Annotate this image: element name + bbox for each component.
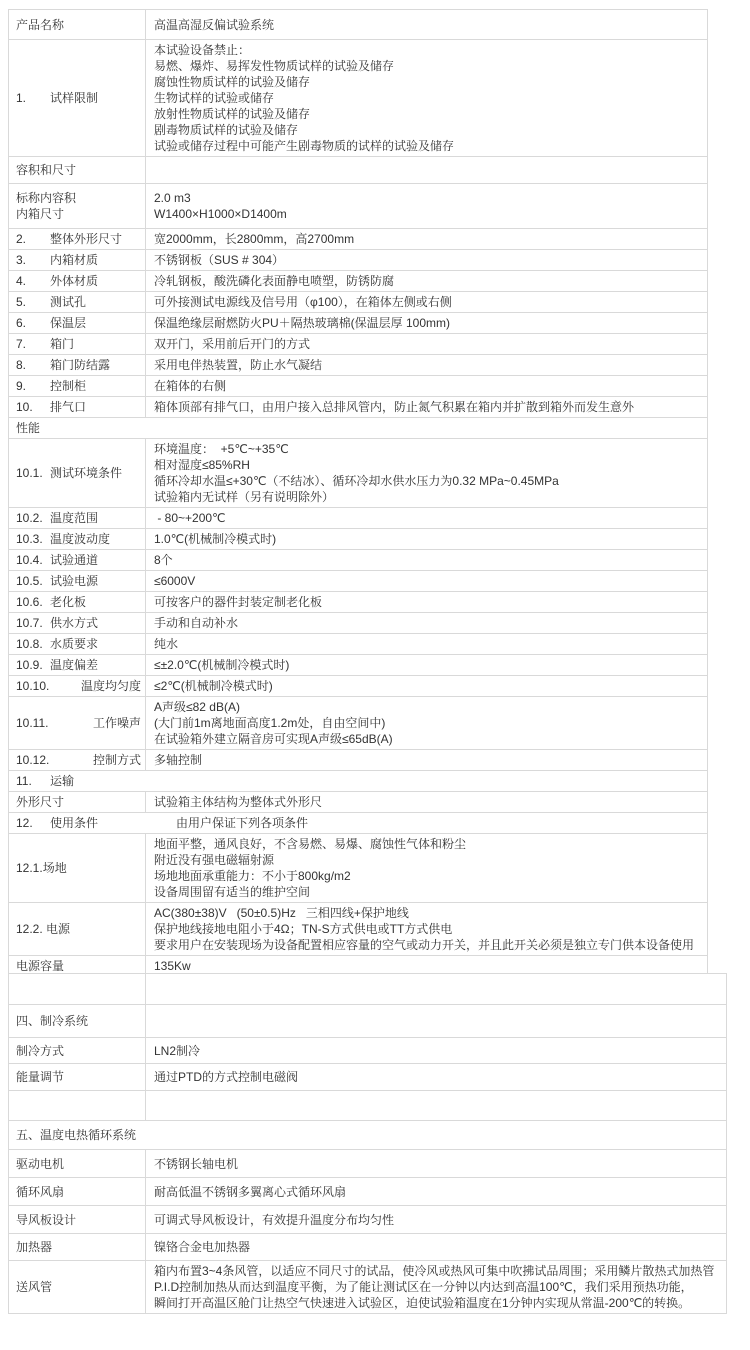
row-label-text: 水质要求 xyxy=(50,637,99,651)
row-number: 10.7. xyxy=(16,616,43,630)
row-label-text: 外形尺寸 xyxy=(16,795,65,809)
row-label xyxy=(9,271,146,291)
row-label-line xyxy=(16,1239,141,1255)
row-label xyxy=(9,813,707,833)
row-value-line: 可调式导风板设计，有效提升温度分布均匀性 xyxy=(154,1212,395,1227)
row-label xyxy=(9,903,146,955)
row-value-line: 采用电伴热装置，防止水气凝结 xyxy=(154,358,323,372)
row-label xyxy=(9,834,146,902)
row-value xyxy=(146,655,707,675)
row-label xyxy=(9,750,146,770)
row-value-line: 在试验箱外建立隔音房可实现A声级≤65dB(A) xyxy=(154,732,393,746)
row-value xyxy=(146,376,707,396)
row-label-line xyxy=(16,1127,722,1143)
table-row xyxy=(9,1004,726,1037)
row-label-text: 工作噪声 xyxy=(92,716,141,730)
row-label-text: 内箱材质 xyxy=(50,253,99,267)
row-value-line: 附近没有强电磁辐射源 xyxy=(154,853,275,867)
row-label-text: 运输 xyxy=(50,774,75,788)
row-value-line: 冷轧钢板，酸洗磷化表面静电喷塑，防锈防腐 xyxy=(154,274,395,288)
row-value-line: 手动和自动补水 xyxy=(154,616,239,630)
row-label-text: 12.2. 电源 xyxy=(16,922,71,936)
row-value-line: A声级≤82 dB(A) xyxy=(154,700,240,714)
row-number: 10.3. xyxy=(16,532,43,546)
row-number: 10.4. xyxy=(16,553,43,567)
row-value-line: 瞬间打开高温区舱门让热空气快速进入试验区，迫使试验箱温度在1分钟内实现从常温-200℃的转换。 xyxy=(154,1296,691,1310)
row-label xyxy=(9,1206,146,1233)
row-label-text: 12.1.场地 xyxy=(16,861,67,875)
row-label xyxy=(9,10,146,39)
row-number: 10.8. xyxy=(16,637,43,651)
row-number: 10.12. xyxy=(16,753,50,767)
row-value-line: 135Kw xyxy=(154,959,191,973)
row-label-text: 五、温度电热循环系统 xyxy=(16,1128,137,1142)
table-row xyxy=(9,549,707,570)
row-value xyxy=(146,834,707,902)
row-value xyxy=(146,334,707,354)
row-label-line xyxy=(16,958,141,974)
row-label xyxy=(9,1261,146,1313)
row-value-line: 本试验设备禁止： xyxy=(154,43,251,57)
table-row xyxy=(9,354,707,375)
row-label xyxy=(9,229,146,249)
row-label-text: 内箱尺寸 xyxy=(16,207,65,221)
row-label xyxy=(9,771,707,791)
row-value-line: 箱内布置3~4条风管，以适应不同尺寸的试品，使冷风或热风可集中吹拂试品周围；采用鳞片散热式加热管 xyxy=(154,1264,715,1278)
row-value-line: LN2制冷 xyxy=(154,1043,201,1058)
row-value xyxy=(146,550,707,570)
row-label-text: 加热器 xyxy=(16,1240,53,1254)
row-value-line: 不锈钢板（SUS # 304） xyxy=(154,253,285,267)
row-label xyxy=(9,792,146,812)
row-value xyxy=(146,229,707,249)
row-value xyxy=(146,1091,726,1120)
row-label xyxy=(9,334,146,354)
row-label-line xyxy=(16,1212,141,1228)
row-label-line xyxy=(16,1279,141,1295)
row-label-line xyxy=(16,657,141,673)
row-label xyxy=(9,1121,726,1149)
row-label xyxy=(9,571,146,591)
row-value xyxy=(146,592,707,612)
row-label-line xyxy=(16,336,141,352)
row-value-line: 可外接测试电源线及信号用（φ100），在箱体左侧或右侧 xyxy=(154,295,452,309)
row-value xyxy=(146,355,707,375)
row-label-line xyxy=(16,815,703,831)
row-label xyxy=(9,439,146,507)
row-value-line: 要求用户在安装现场为设备配置相应容量的空气或动力开关，并且此开关必须是独立专门供本设备使用 xyxy=(154,938,695,952)
row-label-line xyxy=(16,465,141,481)
row-value-line: 保温绝缘层耐燃防火PU＋隔热玻璃棉(保温层厚 100mm) xyxy=(154,316,451,330)
row-value-line: 试验箱主体结构为整体式外形尺 xyxy=(154,795,323,809)
row-number: 3. xyxy=(16,253,27,267)
row-number: 5. xyxy=(16,295,27,309)
row-value-line: 不锈钢长轴电机 xyxy=(154,1156,239,1171)
row-value xyxy=(146,1261,726,1313)
row-label xyxy=(9,397,146,417)
row-value-line: 试验箱内无试样（另有说明除外） xyxy=(154,490,335,504)
row-label-text: 使用条件 xyxy=(50,816,99,830)
table-row xyxy=(9,312,707,333)
row-value xyxy=(146,1206,726,1233)
row-label xyxy=(9,613,146,633)
row-value-line: 镍铬合金电加热器 xyxy=(154,1240,251,1254)
row-number: 10.6. xyxy=(16,595,43,609)
table-row xyxy=(9,396,707,417)
row-label-line xyxy=(16,315,141,331)
row-value-line: 1.0℃(机械制冷模式时) xyxy=(154,532,277,546)
row-number: 9. xyxy=(16,379,27,393)
row-label-text: 温度范围 xyxy=(50,511,99,525)
table-row xyxy=(9,833,707,902)
row-number: 7. xyxy=(16,337,27,351)
row-value-line: ≤6000V xyxy=(154,574,196,588)
row-label-text: 试验通道 xyxy=(50,553,99,567)
row-value xyxy=(146,157,707,183)
row-label-line xyxy=(16,615,141,631)
row-value xyxy=(146,313,707,333)
row-value-line: 可按客户的器件封装定制老化板 xyxy=(154,595,323,609)
row-label-text: 测试孔 xyxy=(50,295,87,309)
row-label-line xyxy=(16,252,141,268)
row-label xyxy=(9,418,707,438)
row-number: 10.1. xyxy=(16,466,43,480)
table-row xyxy=(9,270,707,291)
row-label-line xyxy=(16,773,703,789)
row-value xyxy=(146,1005,726,1037)
row-value xyxy=(146,40,707,156)
row-span-note: 由用户保证下列各项条件 xyxy=(176,816,309,830)
row-label xyxy=(9,1005,146,1037)
row-value-line: 纯水 xyxy=(154,637,179,651)
row-value-line: 在箱体的右侧 xyxy=(154,379,227,393)
row-label-text: 容积和尺寸 xyxy=(16,163,77,177)
row-value-line: 8个 xyxy=(154,553,173,567)
row-value xyxy=(146,397,707,417)
table-row xyxy=(9,1260,726,1313)
row-value-line: 场地地面承重能力：不小于800kg/m2 xyxy=(154,869,351,883)
row-label-text: 排气口 xyxy=(50,400,87,414)
row-label-line xyxy=(16,1156,141,1172)
row-label xyxy=(9,1064,146,1090)
row-number: 2. xyxy=(16,232,27,246)
table-row xyxy=(9,10,707,39)
row-value-line: ≤2℃(机械制冷模式时) xyxy=(154,679,273,693)
row-number: 11. xyxy=(16,774,32,788)
row-value-line: ≤±2.0℃(机械制冷模式时) xyxy=(154,658,290,672)
row-number: 8. xyxy=(16,358,27,372)
row-value xyxy=(146,250,707,270)
spec-table-systems xyxy=(8,973,727,1314)
row-label-text: 温度偏差 xyxy=(50,658,99,672)
row-number: 10.9. xyxy=(16,658,43,672)
row-value xyxy=(146,974,726,1004)
row-value xyxy=(146,634,707,654)
table-row xyxy=(9,1149,726,1177)
row-value-line: 双开门，采用前后开门的方式 xyxy=(154,337,311,351)
row-value xyxy=(146,571,707,591)
row-value xyxy=(146,1234,726,1260)
table-row xyxy=(9,1037,726,1063)
row-label xyxy=(9,40,146,156)
row-label-text: 箱门 xyxy=(50,337,75,351)
row-value-line: 多轴控制 xyxy=(154,753,203,767)
table-row xyxy=(9,333,707,354)
row-label-line xyxy=(16,678,141,694)
row-label-line xyxy=(16,399,141,415)
row-label xyxy=(9,1178,146,1205)
table-row xyxy=(9,438,707,507)
row-label-text: 产品名称 xyxy=(16,17,65,32)
row-label xyxy=(9,292,146,312)
row-value-line: P.I.D控制加热从而达到温度平衡，为了能让测试区在一分钟以内达到高温100℃，我们采用预热功能， xyxy=(154,1280,693,1294)
table-row xyxy=(9,1233,726,1260)
row-label-line xyxy=(16,378,141,394)
table-row xyxy=(9,902,707,955)
row-value-line: 环境温度： +5℃~+35℃ xyxy=(154,442,289,456)
row-label-text: 温度波动度 xyxy=(50,532,111,546)
row-value-line: 腐蚀性物质试样的试验及储存 xyxy=(154,75,311,89)
row-label-line xyxy=(16,531,141,547)
row-label-line xyxy=(16,273,141,289)
table-row xyxy=(9,974,726,1004)
row-label-text: 循环风扇 xyxy=(16,1184,65,1199)
row-label-line xyxy=(16,357,141,373)
table-row xyxy=(9,291,707,312)
row-label-line xyxy=(16,715,141,731)
row-label-text: 供水方式 xyxy=(50,616,99,630)
table-row xyxy=(9,1090,726,1120)
row-label-text: 能量调节 xyxy=(16,1070,65,1084)
row-label-text: 电源容量 xyxy=(16,959,65,973)
row-label-line xyxy=(16,231,141,247)
row-label-line xyxy=(16,860,141,876)
row-value xyxy=(146,1064,726,1090)
row-label xyxy=(9,508,146,528)
row-value-line: 耐高低温不锈钢多翼离心式循环风扇 xyxy=(154,1184,347,1199)
row-label xyxy=(9,376,146,396)
row-label xyxy=(9,550,146,570)
spec-table-main xyxy=(8,9,708,998)
table-row xyxy=(9,791,707,812)
row-label-text: 测试环境条件 xyxy=(50,466,123,480)
row-label-text: 整体外形尺寸 xyxy=(50,232,123,246)
row-value-line: 生物试样的试验或储存 xyxy=(154,91,275,105)
row-value xyxy=(146,903,707,955)
row-label-line xyxy=(16,573,141,589)
row-label xyxy=(9,697,146,749)
row-value-line: 高温高湿反偏试验系统 xyxy=(154,17,275,32)
row-value-line: 易燃、爆炸、易挥发性物质试样的试验及储存 xyxy=(154,59,395,73)
row-label-text: 试样限制 xyxy=(50,91,99,105)
table-row xyxy=(9,591,707,612)
row-number: 1. xyxy=(16,91,27,105)
row-value-line: W1400×H1000×D1400m xyxy=(154,207,287,221)
row-label-text: 控制柜 xyxy=(50,379,87,393)
row-value-line: 宽2000mm，长2800mm，高2700mm xyxy=(154,232,355,246)
table-row xyxy=(9,1120,726,1149)
row-value-line: 剧毒物质试样的试验及储存 xyxy=(154,123,299,137)
table-row xyxy=(9,812,707,833)
table-row xyxy=(9,612,707,633)
row-value xyxy=(146,676,707,696)
table-row xyxy=(9,417,707,438)
row-label xyxy=(9,157,146,183)
row-value-line: 地面平整，通风良好，不含易燃、易爆、腐蚀性气体和粉尘 xyxy=(154,837,467,851)
row-label-line xyxy=(16,1184,141,1200)
row-label-text: 试验电源 xyxy=(50,574,99,588)
row-value xyxy=(146,292,707,312)
row-label-line xyxy=(16,1043,141,1059)
table-row xyxy=(9,675,707,696)
row-value-line: AC(380±38)V (50±0.5)Hz 三相四线+保护地线 xyxy=(154,906,409,920)
row-label-line xyxy=(16,921,141,937)
table-row xyxy=(9,39,707,156)
row-value xyxy=(146,508,707,528)
row-number: 6. xyxy=(16,316,27,330)
row-label-text: 驱动电机 xyxy=(16,1156,65,1171)
row-label-text: 保温层 xyxy=(50,316,87,330)
row-label xyxy=(9,676,146,696)
row-label-line xyxy=(16,636,141,652)
row-value xyxy=(146,1038,726,1063)
row-value xyxy=(146,439,707,507)
table-row xyxy=(9,654,707,675)
row-value-line: 通过PTD的方式控制电磁阀 xyxy=(154,1070,299,1084)
row-value xyxy=(146,750,707,770)
row-label xyxy=(9,1038,146,1063)
row-value-line: 设备周围留有适当的维护空间 xyxy=(154,885,311,899)
row-label-line xyxy=(16,420,703,436)
row-label-text: 送风管 xyxy=(16,1280,53,1294)
row-number: 12. xyxy=(16,816,33,830)
row-label-line xyxy=(16,1013,141,1029)
row-label-text: 温度均匀度 xyxy=(80,679,141,693)
table-row xyxy=(9,507,707,528)
row-value xyxy=(146,1150,726,1177)
row-value xyxy=(146,697,707,749)
row-value-line: 试验或储存过程中可能产生剧毒物质的试样的试验及储存 xyxy=(154,139,455,153)
row-value-line: 相对湿度≤85%RH xyxy=(154,458,250,472)
row-label-text: 外体材质 xyxy=(50,274,99,288)
row-number: 10. xyxy=(16,400,33,414)
table-row xyxy=(9,570,707,591)
row-value-line: 保护地线接地电阻小于4Ω；TN-S方式供电或TT方式供电 xyxy=(154,922,453,936)
row-value-line: 放射性物质试样的试验及储存 xyxy=(154,107,311,121)
row-value xyxy=(146,1178,726,1205)
table-row xyxy=(9,696,707,749)
table-row xyxy=(9,1205,726,1233)
row-number: 10.11. xyxy=(16,716,49,730)
table-row xyxy=(9,770,707,791)
row-value-line: - 80~+200℃ xyxy=(154,511,226,525)
row-label-line xyxy=(16,90,141,106)
row-value xyxy=(146,10,707,39)
row-label xyxy=(9,250,146,270)
row-label-text: 导风板设计 xyxy=(16,1212,77,1227)
row-number: 10.10. xyxy=(16,679,50,693)
row-label xyxy=(9,1234,146,1260)
table-row xyxy=(9,528,707,549)
row-value xyxy=(146,529,707,549)
row-label-line xyxy=(16,1069,141,1085)
table-row xyxy=(9,1177,726,1205)
row-label-text: 制冷方式 xyxy=(16,1043,65,1058)
row-value xyxy=(146,271,707,291)
row-label xyxy=(9,313,146,333)
row-label-line xyxy=(16,752,141,768)
row-value xyxy=(146,792,707,812)
row-value-line: 2.0 m3 xyxy=(154,191,191,205)
row-label-text: 性能 xyxy=(16,421,41,435)
row-label xyxy=(9,1150,146,1177)
row-label-text: 标称内容积 xyxy=(16,191,77,205)
row-label-text: 老化板 xyxy=(50,595,87,609)
row-number: 10.2. xyxy=(16,511,43,525)
row-label xyxy=(9,592,146,612)
table-row xyxy=(9,156,707,183)
row-label-text: 四、制冷系统 xyxy=(16,1014,89,1028)
row-label-line xyxy=(16,794,141,810)
row-value-line: (大门前1m离地面高度1.2m处，自由空间中) xyxy=(154,716,386,730)
row-label-line xyxy=(16,594,141,610)
row-label xyxy=(9,184,146,228)
row-label-line xyxy=(16,17,141,33)
row-label-text: 控制方式 xyxy=(92,753,141,767)
row-label-line xyxy=(16,510,141,526)
row-label xyxy=(9,634,146,654)
row-label-text: 箱门防结露 xyxy=(50,358,111,372)
row-label xyxy=(9,355,146,375)
row-label xyxy=(9,529,146,549)
row-value-line: 循环冷却水温≤+30℃（不结冰）、循环冷却水供水压力为0.32 MPa~0.45MPa xyxy=(154,474,559,488)
row-label-line xyxy=(16,162,141,178)
table-row xyxy=(9,375,707,396)
row-number: 10.5. xyxy=(16,574,43,588)
row-value xyxy=(146,613,707,633)
table-row xyxy=(9,1063,726,1090)
table-row xyxy=(9,183,707,228)
row-number: 4. xyxy=(16,274,27,288)
table-row xyxy=(9,228,707,249)
row-label-line xyxy=(16,552,141,568)
row-label xyxy=(9,1091,146,1120)
row-label xyxy=(9,655,146,675)
table-row xyxy=(9,249,707,270)
row-label-line xyxy=(16,294,141,310)
row-value xyxy=(146,184,707,228)
row-value-line: 箱体顶部有排气口，由用户接入总排风管内，防止氮气积累在箱内并扩散到箱外而发生意外 xyxy=(154,400,635,414)
row-label xyxy=(9,974,146,1004)
table-row xyxy=(9,749,707,770)
table-row xyxy=(9,633,707,654)
